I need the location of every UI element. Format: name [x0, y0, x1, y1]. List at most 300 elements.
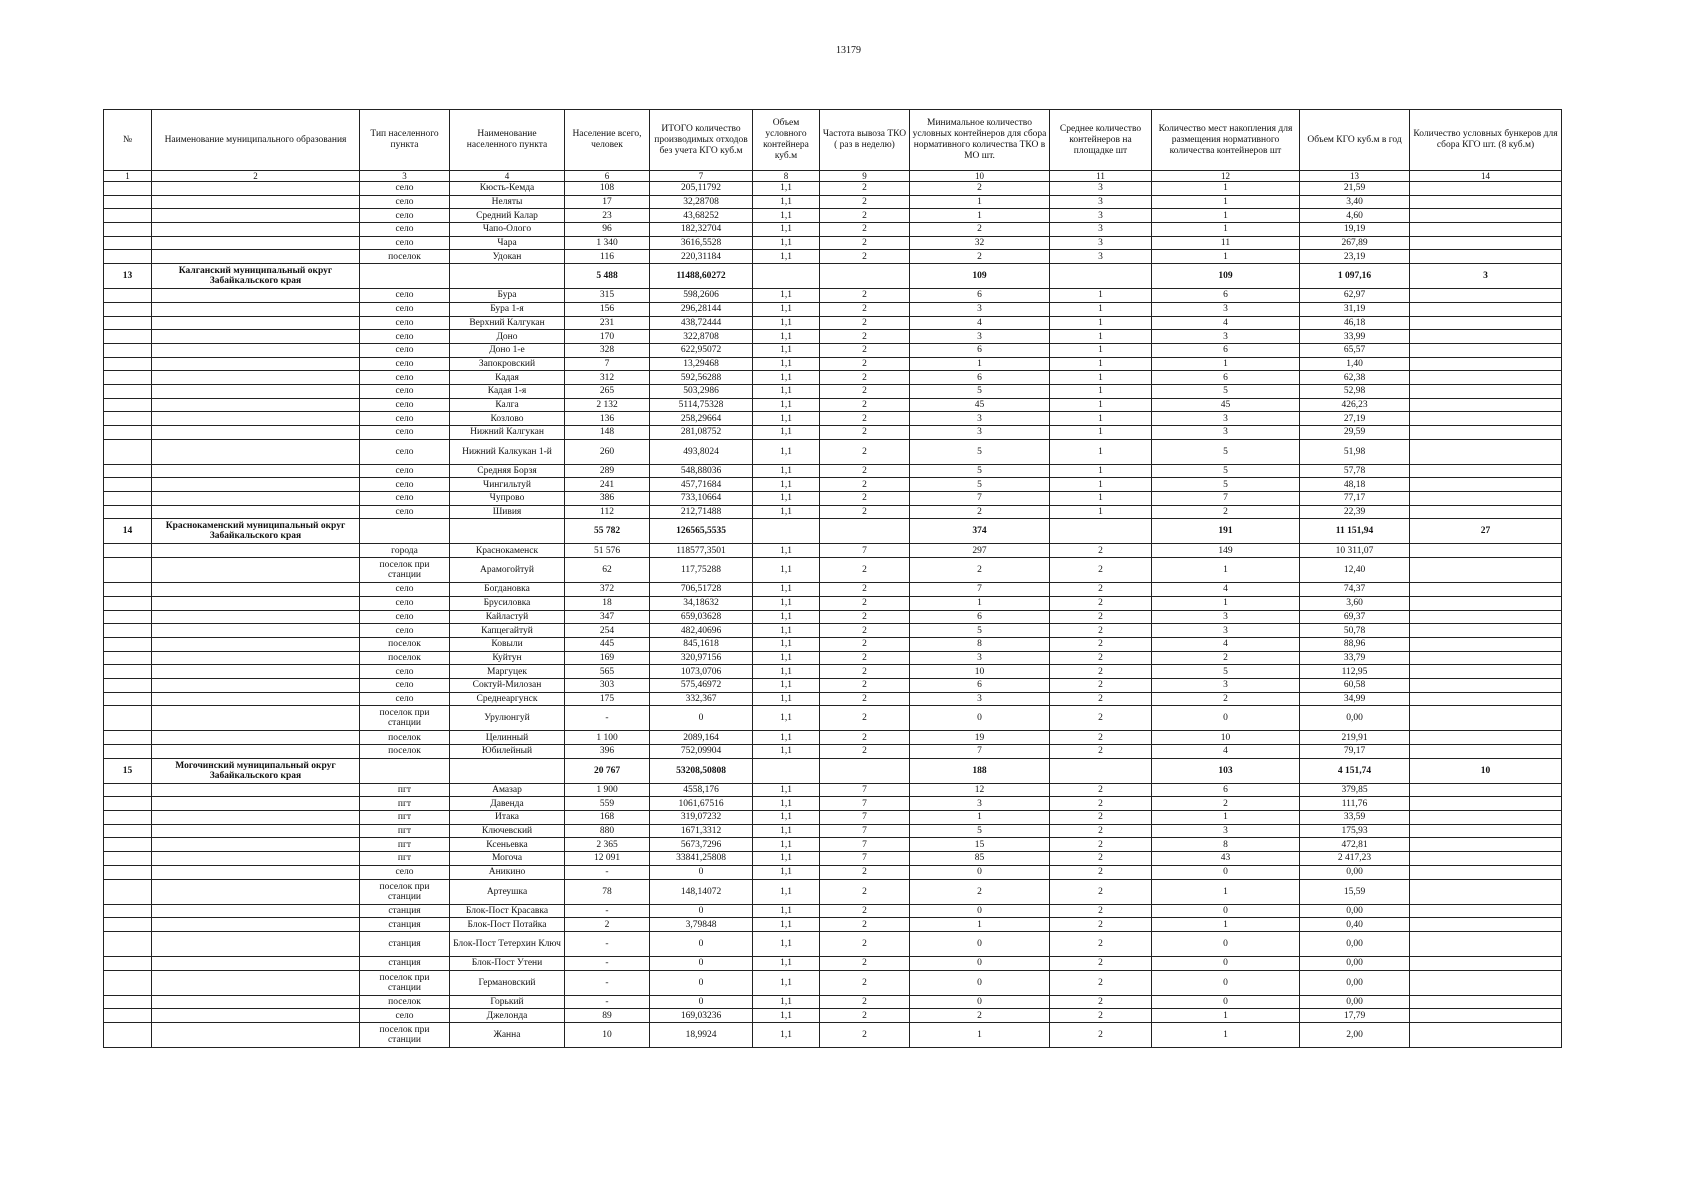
table-cell	[104, 195, 152, 209]
table-cell: 1,1	[753, 316, 820, 330]
table-cell	[152, 398, 360, 412]
table-cell: 2	[820, 316, 910, 330]
header-cell: Тип населенного пункта	[360, 110, 450, 171]
table-cell: 23	[565, 209, 650, 223]
table-cell: 0	[910, 706, 1050, 731]
table-cell	[1410, 464, 1562, 478]
table-cell: 396	[565, 745, 650, 759]
table-cell: 2	[820, 371, 910, 385]
table-cell: станция	[360, 904, 450, 918]
table-cell	[104, 904, 152, 918]
table-cell: 60,58	[1300, 678, 1410, 692]
table-cell: 27	[1410, 519, 1562, 544]
table-cell: 34,99	[1300, 692, 1410, 706]
table-cell: Капцегайтуй	[450, 624, 565, 638]
table-row	[104, 492, 1562, 506]
table-cell: 1,1	[753, 505, 820, 519]
table-cell: 445	[565, 637, 650, 651]
table-cell: 22,39	[1300, 505, 1410, 519]
table-cell: 2	[820, 918, 910, 932]
table-cell	[104, 209, 152, 223]
table-row	[104, 223, 1562, 237]
table-cell	[152, 384, 360, 398]
table-row	[104, 852, 1562, 866]
table-cell: 45	[1152, 398, 1300, 412]
table-cell: 1,1	[753, 1022, 820, 1047]
table-cell	[104, 692, 152, 706]
table-cell	[104, 302, 152, 316]
table-cell: 565	[565, 665, 650, 679]
table-cell: 62	[565, 558, 650, 583]
table-cell: поселок	[360, 651, 450, 665]
table-cell: село	[360, 343, 450, 357]
table-row	[104, 558, 1562, 583]
table-cell: 1,1	[753, 838, 820, 852]
table-cell: 111,76	[1300, 797, 1410, 811]
table-cell: 4558,176	[650, 783, 753, 797]
table-cell: 2,00	[1300, 1022, 1410, 1047]
table-cell: 2	[1050, 558, 1152, 583]
table-cell: 1	[1050, 464, 1152, 478]
table-cell: 1,1	[753, 330, 820, 344]
table-cell	[104, 343, 152, 357]
municipality-row	[104, 758, 1562, 783]
table-cell: 2	[1050, 1009, 1152, 1023]
table-cell: 2	[820, 931, 910, 956]
table-cell: Нижний Калкукан 1-й	[450, 439, 565, 464]
table-cell: 7	[820, 544, 910, 558]
column-number-cell: 8	[753, 171, 820, 182]
table-cell: 258,29664	[650, 412, 753, 426]
table-cell: 0	[1152, 904, 1300, 918]
table-row	[104, 371, 1562, 385]
table-cell: 2	[820, 464, 910, 478]
table-cell: 2 417,23	[1300, 852, 1410, 866]
table-cell: 1	[1050, 492, 1152, 506]
table-cell	[152, 302, 360, 316]
table-cell	[152, 182, 360, 196]
table-cell: 18	[565, 596, 650, 610]
column-number-cell: 6	[565, 171, 650, 182]
header-cell: Минимальное количество условных контейнеров для сбора нормативного количества ТКО в МО шт.	[910, 110, 1050, 171]
table-cell: 5	[1152, 464, 1300, 478]
table-cell: 1	[1050, 289, 1152, 303]
table-cell: 426,23	[1300, 398, 1410, 412]
table-cell	[152, 505, 360, 519]
table-cell: -	[565, 865, 650, 879]
table-cell	[450, 519, 565, 544]
table-cell: 2	[1050, 824, 1152, 838]
table-cell: 2	[1050, 745, 1152, 759]
table-cell: поселок	[360, 250, 450, 264]
table-cell: 2	[820, 637, 910, 651]
table-cell: 4	[1152, 637, 1300, 651]
table-cell: Могоча	[450, 852, 565, 866]
table-cell: 0,00	[1300, 970, 1410, 995]
table-cell: 191	[1152, 519, 1300, 544]
table-cell: 3	[1152, 824, 1300, 838]
table-cell	[104, 289, 152, 303]
table-cell: 1	[910, 811, 1050, 825]
table-cell: 7	[910, 492, 1050, 506]
table-cell: 13	[104, 264, 152, 289]
table-cell: 2	[820, 665, 910, 679]
table-cell	[104, 371, 152, 385]
table-cell: 2	[820, 879, 910, 904]
table-cell: 2	[820, 412, 910, 426]
table-cell: 1	[1152, 811, 1300, 825]
table-cell: 1	[1152, 596, 1300, 610]
table-cell: село	[360, 492, 450, 506]
table-row	[104, 706, 1562, 731]
table-cell: 592,56288	[650, 371, 753, 385]
table-cell: города	[360, 544, 450, 558]
table-row	[104, 731, 1562, 745]
table-row	[104, 678, 1562, 692]
table-cell: 0	[1152, 995, 1300, 1009]
table-cell	[1410, 852, 1562, 866]
table-cell: 2	[910, 558, 1050, 583]
table-cell	[152, 236, 360, 250]
table-cell: 5	[910, 478, 1050, 492]
table-cell: 15	[104, 758, 152, 783]
table-cell: 3	[1050, 236, 1152, 250]
table-cell: 33,99	[1300, 330, 1410, 344]
table-cell: 2	[1050, 706, 1152, 731]
table-cell: 7	[820, 797, 910, 811]
table-cell: пгт	[360, 852, 450, 866]
table-cell	[152, 731, 360, 745]
table-cell	[152, 426, 360, 440]
table-cell: 2	[820, 904, 910, 918]
table-cell: 149	[1152, 544, 1300, 558]
table-cell: 0	[650, 970, 753, 995]
table-cell: 1,1	[753, 182, 820, 196]
table-row	[104, 811, 1562, 825]
table-cell: 880	[565, 824, 650, 838]
header-cell: ИТОГО количество производимых отходов без учета КГО куб.м	[650, 110, 753, 171]
table-cell: 7	[565, 357, 650, 371]
table-cell: 1,1	[753, 865, 820, 879]
table-row	[104, 250, 1562, 264]
header-cell: №	[104, 110, 152, 171]
header-row	[104, 110, 1562, 171]
table-cell	[1410, 651, 1562, 665]
table-row	[104, 478, 1562, 492]
table-cell: 11 151,94	[1300, 519, 1410, 544]
table-cell: Могочинский муниципальный округ Забайкальского края	[152, 758, 360, 783]
table-cell	[1410, 865, 1562, 879]
table-cell	[152, 223, 360, 237]
table-cell: 29,59	[1300, 426, 1410, 440]
table-cell: 15	[910, 838, 1050, 852]
table-cell: 33,59	[1300, 811, 1410, 825]
table-cell	[152, 665, 360, 679]
table-cell: 48,18	[1300, 478, 1410, 492]
table-cell: 3	[1050, 182, 1152, 196]
table-row	[104, 931, 1562, 956]
table-cell: 1	[1050, 505, 1152, 519]
table-cell: село	[360, 330, 450, 344]
table-cell: 0	[1152, 931, 1300, 956]
table-cell	[104, 583, 152, 597]
table-cell: 0	[650, 904, 753, 918]
table-cell	[1410, 316, 1562, 330]
table-cell: 205,11792	[650, 182, 753, 196]
table-cell: Богдановка	[450, 583, 565, 597]
table-row	[104, 209, 1562, 223]
table-cell	[1410, 783, 1562, 797]
header-cell: Наименование муниципального образования	[152, 110, 360, 171]
table-cell: 3	[1152, 412, 1300, 426]
table-cell	[152, 250, 360, 264]
table-cell: 1,1	[753, 692, 820, 706]
table-cell: 1,1	[753, 412, 820, 426]
table-row	[104, 544, 1562, 558]
table-cell: 2	[820, 731, 910, 745]
table-row	[104, 316, 1562, 330]
table-cell: 0	[910, 956, 1050, 970]
table-cell: 3	[910, 692, 1050, 706]
table-row	[104, 357, 1562, 371]
table-cell	[450, 264, 565, 289]
table-cell: 33,79	[1300, 651, 1410, 665]
table-cell: 1,1	[753, 398, 820, 412]
table-cell: Средний Калар	[450, 209, 565, 223]
table-cell: 0	[1152, 970, 1300, 995]
table-cell: Джелонда	[450, 1009, 565, 1023]
table-cell: 148	[565, 426, 650, 440]
table-cell: 706,51728	[650, 583, 753, 597]
table-cell	[104, 330, 152, 344]
table-cell: 1	[1152, 209, 1300, 223]
table-cell: село	[360, 236, 450, 250]
table-cell: 212,71488	[650, 505, 753, 519]
table-cell: 11488,60272	[650, 264, 753, 289]
table-cell: 175	[565, 692, 650, 706]
table-cell	[152, 904, 360, 918]
table-cell: Краснокаменский муниципальный округ Забайкальского края	[152, 519, 360, 544]
table-cell: 3	[1152, 610, 1300, 624]
column-number-cell: 9	[820, 171, 910, 182]
table-cell	[152, 371, 360, 385]
table-cell: 312	[565, 371, 650, 385]
table-cell	[1410, 879, 1562, 904]
table-cell	[152, 357, 360, 371]
table-row	[104, 838, 1562, 852]
table-cell: Горький	[450, 995, 565, 1009]
table-cell	[1410, 439, 1562, 464]
table-cell: 0	[910, 865, 1050, 879]
table-cell	[152, 865, 360, 879]
table-cell: 2	[820, 505, 910, 519]
table-cell	[152, 464, 360, 478]
table-cell: 168	[565, 811, 650, 825]
table-cell: -	[565, 956, 650, 970]
table-cell: 3,60	[1300, 596, 1410, 610]
table-cell: 319,07232	[650, 811, 753, 825]
table-cell: 752,09904	[650, 745, 753, 759]
table-cell: Бура 1-я	[450, 302, 565, 316]
table-cell: 4	[1152, 745, 1300, 759]
table-cell: село	[360, 384, 450, 398]
table-cell	[104, 852, 152, 866]
table-cell	[1410, 624, 1562, 638]
table-cell	[1410, 931, 1562, 956]
table-cell: 347	[565, 610, 650, 624]
table-cell: 4,60	[1300, 209, 1410, 223]
table-row	[104, 1022, 1562, 1047]
table-cell: 2	[1050, 624, 1152, 638]
table-cell: 2	[1050, 956, 1152, 970]
table-cell	[104, 182, 152, 196]
table-cell: 219,91	[1300, 731, 1410, 745]
table-cell: 17,79	[1300, 1009, 1410, 1023]
table-row	[104, 918, 1562, 932]
table-cell: Жанна	[450, 1022, 565, 1047]
table-cell: Чупрово	[450, 492, 565, 506]
table-cell: 1	[1050, 343, 1152, 357]
table-cell: 17	[565, 195, 650, 209]
table-cell: 3	[1410, 264, 1562, 289]
table-cell: село	[360, 624, 450, 638]
table-cell: село	[360, 426, 450, 440]
table-cell	[1410, 956, 1562, 970]
table-cell: Юбилейный	[450, 745, 565, 759]
table-cell: Ксеньевка	[450, 838, 565, 852]
table-cell: поселок при станции	[360, 558, 450, 583]
table-cell	[152, 343, 360, 357]
table-cell: 2	[820, 182, 910, 196]
table-cell: 1,1	[753, 624, 820, 638]
table-cell: Урулюнгуй	[450, 706, 565, 731]
table-cell: 108	[565, 182, 650, 196]
table-cell: 297	[910, 544, 1050, 558]
table-cell: 117,75288	[650, 558, 753, 583]
table-cell: село	[360, 195, 450, 209]
table-cell: 1,1	[753, 731, 820, 745]
table-cell	[753, 264, 820, 289]
table-cell: 3	[1050, 195, 1152, 209]
column-number-cell: 10	[910, 171, 1050, 182]
table-cell: поселок при станции	[360, 706, 450, 731]
table-cell: Калганский муниципальный округ Забайкальского края	[152, 264, 360, 289]
table-cell: 296,28144	[650, 302, 753, 316]
table-cell: Козлово	[450, 412, 565, 426]
table-cell: Кадая 1-я	[450, 384, 565, 398]
table-row	[104, 995, 1562, 1009]
table-cell: 169	[565, 651, 650, 665]
table-cell: 1	[1050, 371, 1152, 385]
table-cell	[1410, 426, 1562, 440]
table-cell: 77,17	[1300, 492, 1410, 506]
table-cell: 0,00	[1300, 865, 1410, 879]
table-cell: 2	[910, 1009, 1050, 1023]
table-cell: 1,1	[753, 384, 820, 398]
table-cell: 2	[1050, 995, 1152, 1009]
table-cell	[1410, 302, 1562, 316]
table-cell: 457,71684	[650, 478, 753, 492]
table-cell: 1,1	[753, 464, 820, 478]
table-cell: 267,89	[1300, 236, 1410, 250]
table-cell: 2	[820, 398, 910, 412]
table-cell: 1,1	[753, 931, 820, 956]
table-cell: 303	[565, 678, 650, 692]
table-cell: 7	[820, 838, 910, 852]
table-cell: село	[360, 665, 450, 679]
table-cell: село	[360, 610, 450, 624]
header-cell: Объем условного контейнера куб.м	[753, 110, 820, 171]
table-cell: 1,1	[753, 651, 820, 665]
table-cell: Чара	[450, 236, 565, 250]
table-row	[104, 865, 1562, 879]
table-cell: 7	[910, 583, 1050, 597]
table-row	[104, 665, 1562, 679]
table-cell: Блок-Пост Тетерхин Ключ	[450, 931, 565, 956]
table-cell: 182,32704	[650, 223, 753, 237]
table-cell: 1,1	[753, 665, 820, 679]
table-cell: 3,40	[1300, 195, 1410, 209]
table-cell	[1410, 289, 1562, 303]
table-cell: Бура	[450, 289, 565, 303]
table-cell: 1	[1152, 918, 1300, 932]
table-cell: 1,1	[753, 610, 820, 624]
table-cell: 109	[910, 264, 1050, 289]
table-cell: 1,1	[753, 879, 820, 904]
table-cell: 1	[910, 918, 1050, 932]
table-cell	[1410, 637, 1562, 651]
table-cell: 7	[820, 852, 910, 866]
table-cell: 1,1	[753, 371, 820, 385]
table-cell: 2	[820, 692, 910, 706]
table-cell: Артеушка	[450, 879, 565, 904]
table-cell	[104, 544, 152, 558]
table-cell: 6	[910, 610, 1050, 624]
table-cell: 103	[1152, 758, 1300, 783]
table-row	[104, 384, 1562, 398]
table-cell	[104, 731, 152, 745]
table-cell	[1410, 610, 1562, 624]
table-cell	[360, 519, 450, 544]
table-cell	[152, 811, 360, 825]
table-cell: 289	[565, 464, 650, 478]
table-cell: 2	[1050, 904, 1152, 918]
table-cell	[1410, 995, 1562, 1009]
table-cell: 175,93	[1300, 824, 1410, 838]
table-cell	[104, 956, 152, 970]
table-cell: Запокровский	[450, 357, 565, 371]
header-cell: Население всего, человек	[565, 110, 650, 171]
table-cell	[1410, 209, 1562, 223]
table-cell: поселок	[360, 745, 450, 759]
table-cell	[1410, 1009, 1562, 1023]
table-cell: 374	[910, 519, 1050, 544]
table-cell	[1410, 824, 1562, 838]
table-cell: 45	[910, 398, 1050, 412]
table-row	[104, 505, 1562, 519]
table-cell	[152, 544, 360, 558]
table-cell	[152, 624, 360, 638]
table-cell: Неляты	[450, 195, 565, 209]
table-cell	[104, 918, 152, 932]
table-row	[104, 1009, 1562, 1023]
table-cell: 10	[1152, 731, 1300, 745]
table-cell: село	[360, 596, 450, 610]
table-cell: станция	[360, 931, 450, 956]
table-cell: село	[360, 412, 450, 426]
table-cell: Целинный	[450, 731, 565, 745]
table-cell	[152, 692, 360, 706]
